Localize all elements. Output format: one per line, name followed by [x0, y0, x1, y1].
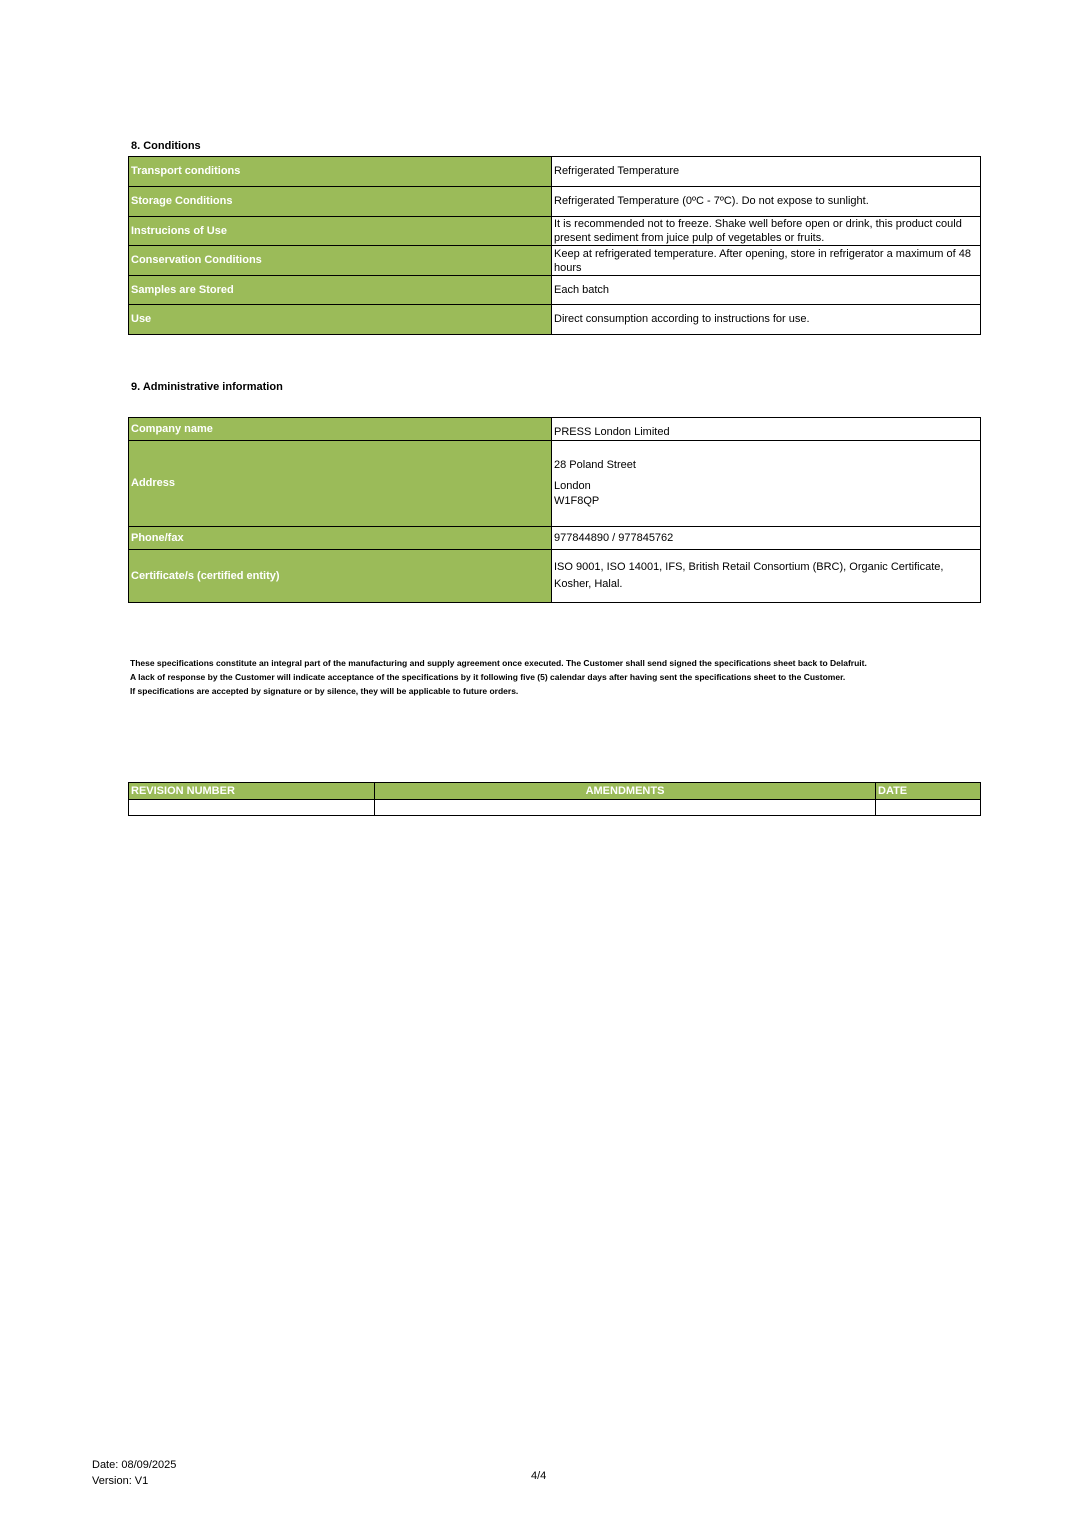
- table-row: [129, 550, 981, 603]
- table-row: [129, 305, 981, 335]
- samples-value: Each batch: [552, 276, 981, 305]
- use-value: Direct consumption according to instructions for use.: [552, 305, 981, 335]
- phone-label: Phone/fax: [129, 527, 552, 550]
- conservation-label: Conservation Conditions: [129, 246, 552, 276]
- table-row: [129, 441, 981, 527]
- table-row: [129, 527, 981, 550]
- table-row: [129, 217, 981, 246]
- company-value: PRESS London Limited: [552, 418, 981, 441]
- revision-number-cell[interactable]: [129, 800, 375, 816]
- transport-label: Transport conditions: [129, 157, 552, 187]
- table-row: [129, 246, 981, 276]
- conservation-value: Keep at refrigerated temperature. After opening, store in refrigerator a maximum of 48 hours: [552, 246, 981, 276]
- table-row: [129, 276, 981, 305]
- instructions-label: Instrucions of Use: [129, 217, 552, 246]
- address-postcode: W1F8QP: [554, 495, 600, 507]
- phone-value: 977844890 / 977845762: [552, 527, 981, 550]
- table-row: [129, 157, 981, 187]
- address-city: London: [554, 480, 591, 492]
- company-label: Company name: [129, 418, 552, 441]
- footer-version: Version: V1: [92, 1475, 149, 1487]
- amendments-header: AMENDMENTS: [375, 783, 876, 800]
- footer-date: Date: 08/09/2025: [92, 1459, 177, 1471]
- use-label: Use: [129, 305, 552, 335]
- notice-line: A lack of response by the Customer will indicate acceptance of the specifications by it following five (5) calendar days after having sent the specifications sheet to the Customer.: [130, 672, 846, 682]
- terms-notice: [130, 656, 990, 698]
- table-row: [129, 187, 981, 217]
- cert-value: ISO 9001, ISO 14001, IFS, British Retail Consortium (BRC), Organic Certificate, Kosher, Halal.: [552, 550, 981, 603]
- transport-value: Refrigerated Temperature: [552, 157, 981, 187]
- revision-table: [128, 782, 981, 816]
- conditions-title: 8. Conditions: [131, 140, 201, 152]
- amendments-cell[interactable]: [375, 800, 876, 816]
- footer-info: [92, 1457, 176, 1489]
- samples-label: Samples are Stored: [129, 276, 552, 305]
- cert-label: Certificate/s (certified entity): [129, 550, 552, 603]
- revision-header-row: [129, 783, 981, 800]
- address-value: [552, 441, 981, 527]
- notice-line: If specifications are accepted by signature or by silence, they will be applicable to future orders.: [130, 686, 519, 696]
- table-row: [129, 418, 981, 441]
- date-header: DATE: [876, 783, 981, 800]
- page-number: 4/4: [531, 1470, 547, 1482]
- revision-number-header: REVISION NUMBER: [129, 783, 375, 800]
- date-cell[interactable]: [876, 800, 981, 816]
- admin-title: 9. Administrative information: [131, 381, 283, 393]
- table-row: [129, 800, 981, 816]
- notice-line: These specifications constitute an integral part of the manufacturing and supply agreement once executed. The Customer shall send signed the specifications sheet back to Delafruit.: [130, 658, 867, 668]
- admin-table: [128, 417, 981, 603]
- storage-value: Refrigerated Temperature (0ºC - 7ºC). Do not expose to sunlight.: [552, 187, 981, 217]
- conditions-table: [128, 156, 981, 335]
- storage-label: Storage Conditions: [129, 187, 552, 217]
- address-street: 28 Poland Street: [554, 459, 636, 471]
- instructions-value: It is recommended not to freeze. Shake well before open or drink, this product could present sediment from juice pulp of vegetables or fruits.: [552, 217, 981, 246]
- address-label: Address: [129, 441, 552, 527]
